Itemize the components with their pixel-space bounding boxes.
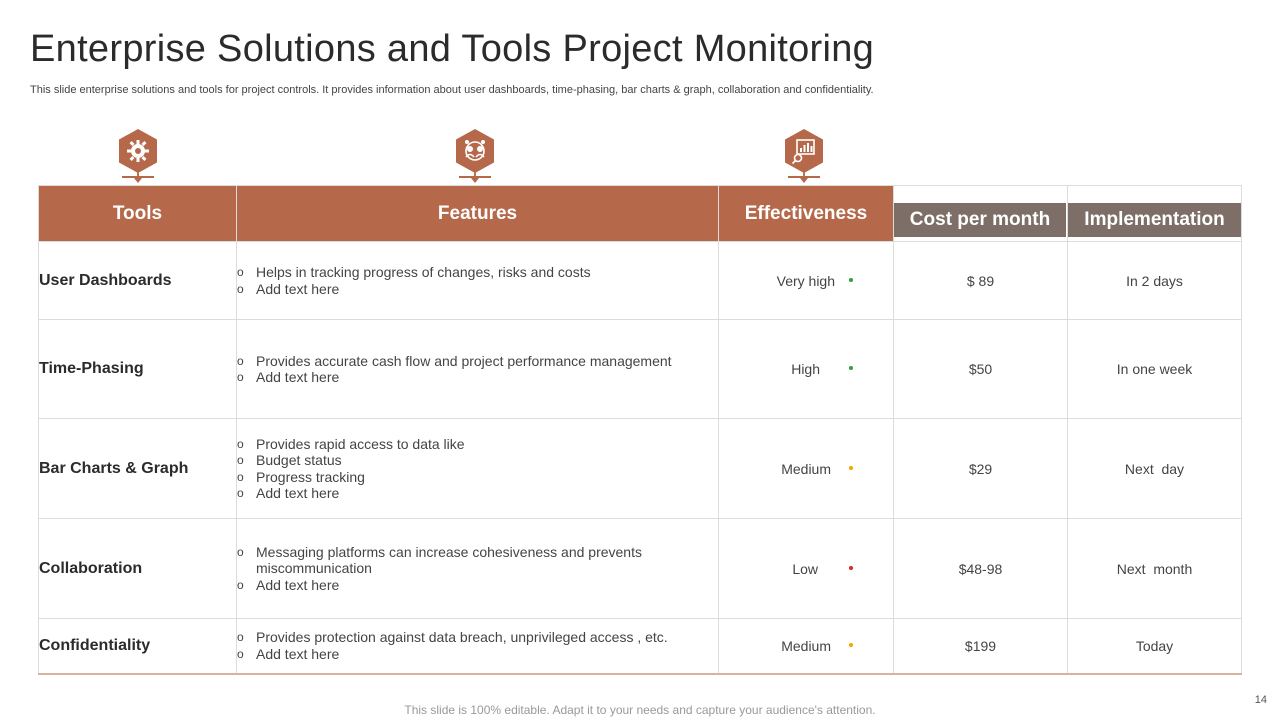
status-dot-low xyxy=(849,566,853,570)
features-cell xyxy=(237,419,719,519)
feature-bullet: o Add text here xyxy=(237,369,718,386)
status-dot-medium xyxy=(849,643,853,647)
features-cell xyxy=(237,619,719,674)
feature-bullet: o Add text here xyxy=(237,485,718,502)
status-dot-medium xyxy=(849,466,853,470)
effectiveness-cell xyxy=(719,619,894,674)
features-cell xyxy=(237,242,719,320)
implementation-cell: Today xyxy=(1068,619,1242,674)
implementation-cell: Next month xyxy=(1068,519,1242,619)
feature-bullet: o Add text here xyxy=(237,281,718,298)
status-dot-high xyxy=(849,366,853,370)
table-row xyxy=(39,242,1242,320)
team-collaboration-icon xyxy=(454,128,496,174)
table-row xyxy=(39,619,1242,674)
features-cell xyxy=(237,320,719,419)
tool-name: Bar Charts & Graph xyxy=(39,419,237,519)
effectiveness-cell xyxy=(719,320,894,419)
table-row xyxy=(39,519,1242,619)
feature-bullet: o Messaging platforms can increase cohesiveness and prevents miscommunication xyxy=(237,544,678,577)
page-subtitle: This slide enterprise solutions and tools for project controls. It provides information about user dashboards, time-phasing, bar charts & graph, collaboration and confidentiality. xyxy=(30,84,874,96)
tool-name: Confidentiality xyxy=(39,619,237,674)
tool-name: Collaboration xyxy=(39,519,237,619)
feature-bullet: o Helps in tracking progress of changes, risks and costs xyxy=(237,264,718,281)
status-dot-high xyxy=(849,278,853,282)
footer-note: This slide is 100% editable. Adapt it to your needs and capture your audience's attention. xyxy=(404,703,876,717)
feature-bullet: o Add text here xyxy=(237,646,718,663)
header-implementation: Implementation xyxy=(1068,203,1241,237)
header-features: Features xyxy=(237,186,719,242)
effectiveness-cell xyxy=(719,419,894,519)
effectiveness-header-icon xyxy=(783,128,827,184)
cost-cell: $199 xyxy=(894,619,1068,674)
header-cost-per-month: Cost per month xyxy=(894,203,1066,237)
comparison-table xyxy=(38,185,1242,675)
page-number: 14 xyxy=(1254,694,1267,706)
effectiveness-label: Low xyxy=(792,560,818,577)
implementation-cell: In 2 days xyxy=(1068,242,1242,320)
cost-cell: $50 xyxy=(894,320,1068,419)
tools-header-icon xyxy=(117,128,161,184)
features-cell xyxy=(237,519,719,619)
effectiveness-label: Medium xyxy=(781,637,831,654)
feature-bullet: o Provides accurate cash flow and project performance management xyxy=(237,353,718,370)
cost-cell: $48-98 xyxy=(894,519,1068,619)
header-effectiveness: Effectiveness xyxy=(719,186,894,242)
feature-bullet: o Provides rapid access to data like xyxy=(237,436,718,453)
table-row xyxy=(39,320,1242,419)
effectiveness-label: Medium xyxy=(781,460,831,477)
features-header-icon xyxy=(454,128,498,184)
settings-gear-icon xyxy=(117,128,159,174)
feature-bullet: o Provides protection against data breach, unprivileged access , etc. xyxy=(237,629,718,646)
feature-bullet: o Budget status xyxy=(237,452,718,469)
chart-search-icon xyxy=(783,128,825,174)
tool-name: Time-Phasing xyxy=(39,320,237,419)
tool-name: User Dashboards xyxy=(39,242,237,320)
feature-bullet: o Add text here xyxy=(237,577,678,594)
cost-cell: $29 xyxy=(894,419,1068,519)
feature-bullet: o Progress tracking xyxy=(237,469,718,486)
page-title: Enterprise Solutions and Tools Project Monitoring xyxy=(30,28,875,70)
implementation-cell: In one week xyxy=(1068,320,1242,419)
header-tools: Tools xyxy=(39,186,237,242)
effectiveness-cell xyxy=(719,519,894,619)
effectiveness-label: Very high xyxy=(776,272,835,289)
effectiveness-label: High xyxy=(791,361,820,377)
table-row xyxy=(39,419,1242,519)
effectiveness-cell xyxy=(719,242,894,320)
cost-cell: $ 89 xyxy=(894,242,1068,320)
implementation-cell: Next day xyxy=(1068,419,1242,519)
